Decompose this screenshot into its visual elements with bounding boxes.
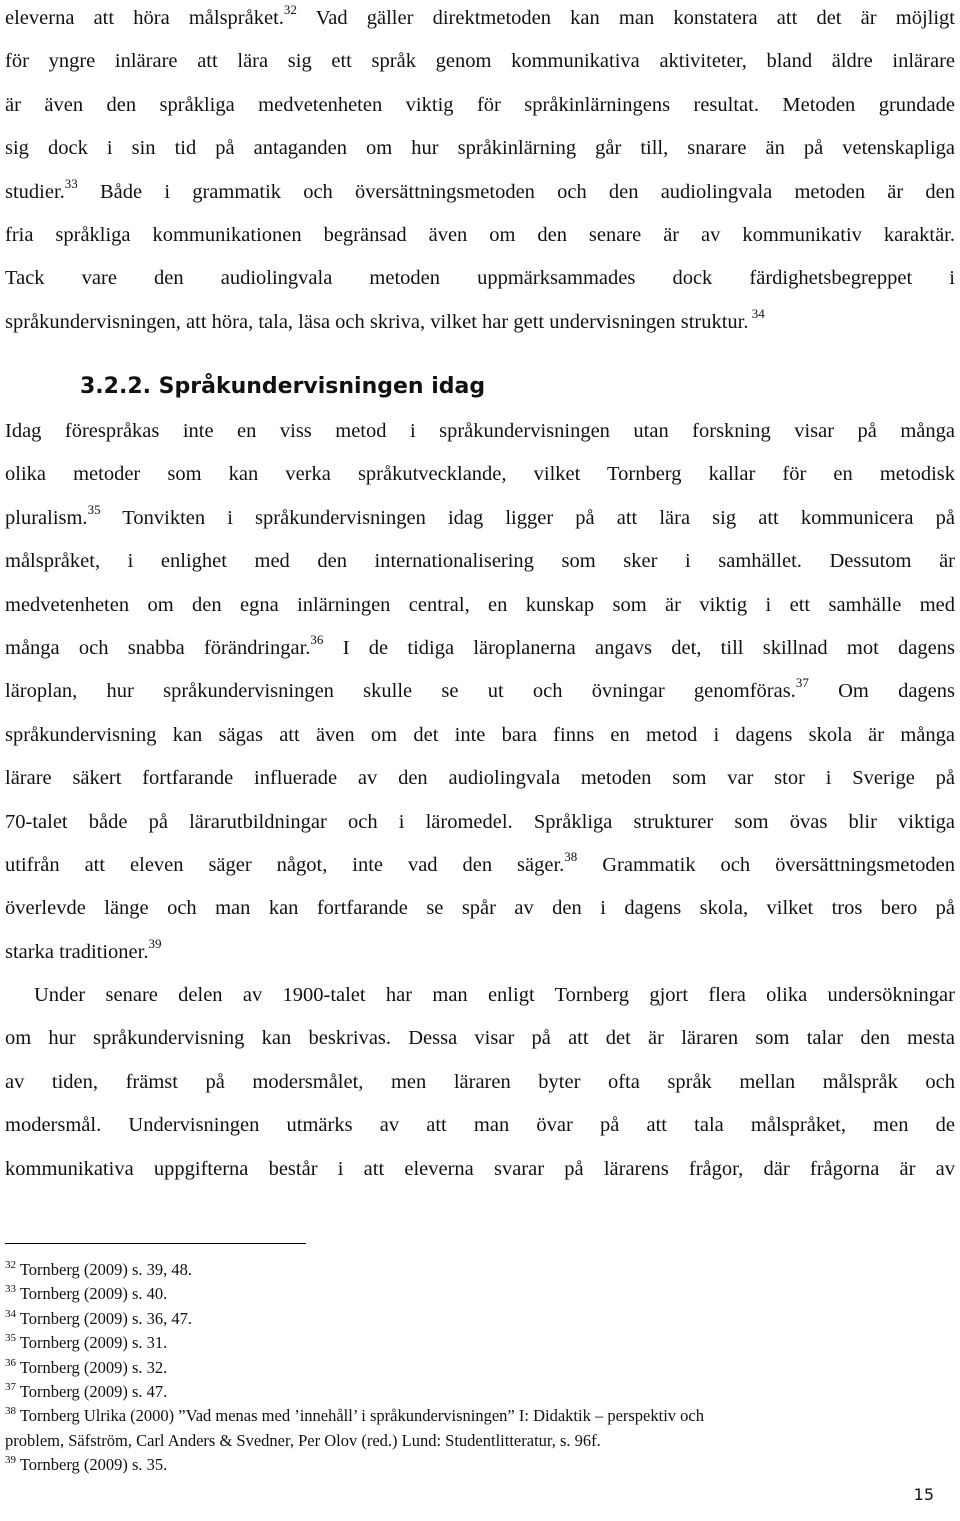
text-line	[5, 214, 955, 257]
text-run: för yngre inlärare att lära sig ett språk genom kommunikativa aktiviteter, bland äldre inlärare	[5, 50, 955, 73]
text-line	[5, 171, 955, 214]
paragraph-top	[5, 0, 955, 344]
text-run: I de tidiga läroplanerna angavs det, till skillnad mot dagens	[323, 636, 955, 659]
text-line	[5, 844, 955, 887]
footnote-line	[5, 1258, 955, 1282]
text-run: modersmål. Undervisningen utmärks av att man övar på att tala målspråket, men de	[5, 1114, 955, 1137]
text-line	[5, 540, 955, 583]
text-run: är även den språkliga medvetenheten viktig för språkinlärningens resultat. Metoden grundade	[5, 93, 955, 116]
text-run: Tack vare den audiolingvala metoden uppmärksammades dock färdighetsbegreppet i	[5, 267, 955, 290]
text-line	[5, 40, 955, 83]
text-run: 70-talet både på lärarutbildningar och i läromedel. Språkliga strukturer som övas blir viktiga	[5, 810, 955, 833]
text-line	[5, 301, 955, 344]
text-run: medvetenheten om den egna inlärningen central, en kunskap som är viktig i ett samhälle med	[5, 593, 955, 616]
text-line	[5, 127, 955, 170]
text-line	[5, 757, 955, 800]
text-run: Idag förespråkas inte en viss metod i språkundervisningen utan forskning visar på många	[5, 420, 955, 442]
footnotes	[5, 1258, 955, 1478]
text-run: pluralism.	[5, 506, 88, 529]
text-run: många och snabba förändringar.	[5, 636, 311, 659]
text-run: kommunikativa uppgifterna består i att eleverna svarar på lärarens frågor, där frågorna är av	[5, 1157, 955, 1180]
text-run: målspråket, i enlighet med den internationalisering som sker i samhället. Dessutom är	[5, 550, 955, 573]
footnote-marker: 35	[5, 1332, 16, 1345]
text-run: Vad gäller direktmetoden kan man konstatera att det är möjligt	[296, 7, 955, 29]
text-run: utifrån att eleven säger något, inte vad den säger.	[5, 853, 565, 876]
footnote-line	[5, 1282, 955, 1306]
text-line	[5, 584, 955, 627]
text-run: Tornberg Ulrika (2000) ”Vad menas med ’innehåll’ i språkundervisningen” I: Didaktik – perspektiv och	[16, 1406, 704, 1426]
text-run: Tornberg (2009) s. 32.	[16, 1357, 168, 1377]
text-line	[5, 670, 955, 713]
footnote-line	[5, 1380, 955, 1404]
footnote-line	[5, 1331, 955, 1355]
text-run: Tornberg (2009) s. 39, 48.	[16, 1260, 193, 1279]
footnote-line	[5, 1404, 955, 1428]
text-line	[5, 887, 955, 930]
footnote-marker: 37	[795, 675, 809, 691]
text-run: Tornberg (2009) s. 36, 47.	[16, 1308, 193, 1328]
text-line	[5, 84, 955, 127]
text-run: Tornberg (2009) s. 35.	[16, 1455, 168, 1475]
text-line	[5, 453, 955, 496]
text-line	[5, 257, 955, 300]
text-run: språkundervisning kan sägas att även om det inte bara finns en metod i dagens skola är många	[5, 723, 955, 746]
text-run: lärare säkert fortfarande influerade av den audiolingvala metoden som var stor i Sverige på	[5, 767, 955, 790]
footnote-marker: 32	[5, 1259, 16, 1271]
footnote-line	[5, 1356, 955, 1380]
text-line	[5, 627, 955, 670]
text-run: fria språkliga kommunikationen begränsad även om den senare är av kommunikativ karaktär.	[5, 223, 955, 246]
text-run: språkundervisningen, att höra, tala, läsa och skriva, vilket har gett undervisningen struktur.	[5, 310, 749, 333]
text-line	[5, 801, 955, 844]
text-line	[5, 1061, 955, 1104]
text-run: Tonvikten i språkundervisningen idag ligger på att lära sig att kommunicera på	[100, 506, 955, 529]
text-line	[5, 497, 955, 540]
section-heading: 3.2.2. Språkundervisningen idag	[80, 374, 486, 399]
text-run: olika metoder som kan verka språkutvecklande, vilket Tornberg kallar för en metodisk	[5, 463, 955, 486]
footnote-marker: 33	[64, 175, 78, 191]
footnote-marker: 32	[283, 2, 297, 17]
text-run: av tiden, främst på modersmålet, men läraren byter ofta språk mellan målspråk och	[5, 1070, 955, 1093]
text-run: problem, Säfström, Carl Anders & Svedner, Per Olov (red.) Lund: Studentlitteratur, s. 96f.	[5, 1430, 601, 1450]
text-run: studier.	[5, 180, 65, 203]
footnote-marker: 33	[5, 1283, 16, 1296]
text-run: Under senare delen av 1900-talet har man enligt Tornberg gjort flera olika undersökningar	[34, 984, 955, 1007]
text-line	[5, 1148, 955, 1191]
text-run: Tornberg (2009) s. 47.	[16, 1382, 168, 1402]
text-run: om hur språkundervisning kan beskrivas. Dessa visar på att det är läraren som talar den mesta	[5, 1027, 955, 1050]
text-line	[5, 931, 955, 974]
footnote-marker: 34	[5, 1307, 16, 1320]
footnote-marker: 36	[310, 631, 324, 647]
footnote-line	[5, 1307, 955, 1331]
text-line	[5, 974, 955, 1017]
text-run: överlevde länge och man kan fortfarande se spår av den i dagens skola, vilket tros bero på	[5, 897, 955, 920]
footnote-line	[5, 1453, 955, 1477]
footnote-marker: 39	[5, 1454, 16, 1467]
text-run: sig dock i sin tid på antaganden om hur språkinlärning går till, snarare än på vetenskapliga	[5, 137, 955, 160]
footnote-marker: 39	[148, 935, 162, 951]
footnote-marker: 34	[748, 305, 765, 321]
text-run: Tornberg (2009) s. 31.	[16, 1333, 168, 1353]
text-run: Grammatik och översättningsmetoden	[577, 853, 955, 876]
footnote-line	[5, 1429, 955, 1453]
page-number: 15	[913, 1485, 934, 1504]
text-line	[5, 714, 955, 757]
text-line	[5, 1104, 955, 1147]
text-run: Både i grammatik och översättningsmetoden och den audiolingvala metoden är den	[77, 180, 955, 203]
footnote-marker: 36	[5, 1356, 16, 1369]
text-run: starka traditioner.	[5, 940, 149, 963]
paragraph-section	[5, 410, 955, 1191]
footnote-marker: 38	[5, 1405, 16, 1418]
footnote-separator	[5, 1243, 306, 1244]
text-line	[5, 410, 955, 453]
footnote-marker: 35	[87, 501, 101, 517]
text-run: läroplan, hur språkundervisningen skulle se ut och övningar genomföras.	[5, 680, 796, 703]
text-line	[5, 0, 955, 40]
text-run: Om dagens	[808, 680, 955, 703]
text-line	[5, 1017, 955, 1060]
footnote-marker: 37	[5, 1381, 16, 1394]
text-run: eleverna att höra målspråket.	[5, 7, 284, 29]
footnote-marker: 38	[564, 848, 578, 864]
text-run: Tornberg (2009) s. 40.	[16, 1284, 168, 1304]
